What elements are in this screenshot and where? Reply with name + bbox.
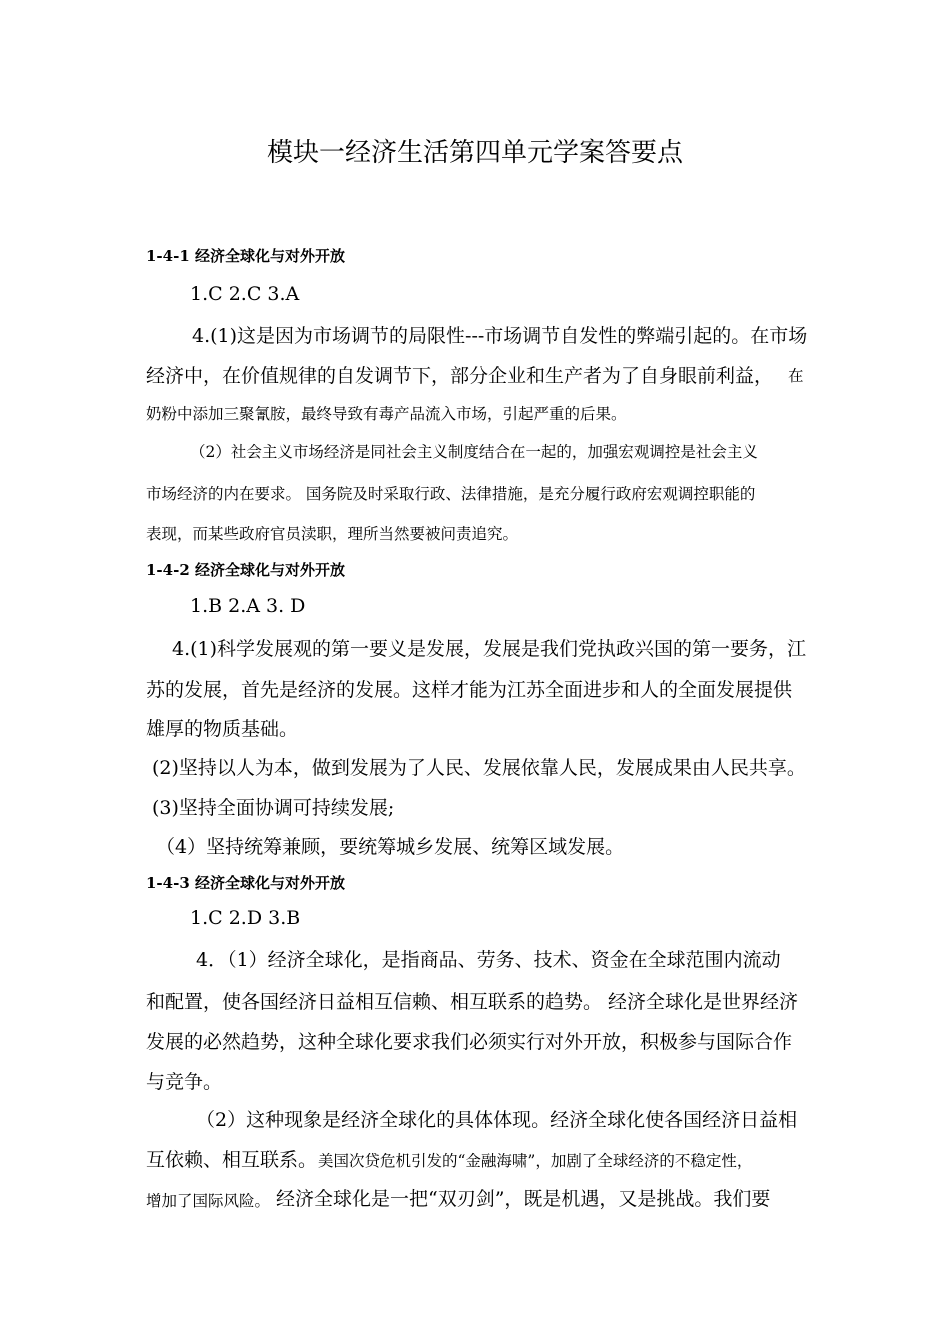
answer-line: （4）坚持统筹兼顾，要统筹城乡发展、统筹区域发展。: [156, 836, 625, 858]
answer-line: （2）社会主义市场经济是同社会主义制度结合在一起的，加强宏观调控是社会主义: [190, 443, 758, 461]
page-title: 模块一经济生活第四单元学案答要点: [266, 138, 683, 168]
answer-line: 1.C 2.C 3.A: [190, 283, 300, 305]
answer-line: 苏的发展，首先是经济的发展。这样才能为江苏全面进步和人的全面发展提供: [146, 679, 793, 701]
answer-line: 发展的必然趋势，这种全球化要求我们必须实行对外开放，积极参与国际合作: [146, 1031, 793, 1053]
answer-line: 4．（1）经济全球化，是指商品、劳务、技术、资金在全球范围内流动: [196, 949, 781, 971]
answer-line: 美国次贷危机引发的“金融海啸”，加剧了全球经济的不稳定性，: [318, 1152, 753, 1170]
answer-line: 经济中，在价值规律的自发调节下，部分企业和生产者为了自身眼前利益，: [146, 365, 774, 387]
answer-line: 4.(1)科学发展观的第一要义是发展，发展是我们党执政兴国的第一要务，江: [172, 638, 807, 660]
answer-line: 在: [788, 367, 804, 385]
answer-line: 市场经济的内在要求。 国务院及时采取行政、法律措施，是充分履行政府宏观调控职能的: [146, 485, 756, 503]
answer-line: 表现，而某些政府官员渎职，理所当然要被问责追究。: [146, 525, 519, 543]
answer-line: 奶粉中添加三聚氰胺，最终导致有毒产品流入市场，引起严重的后果。: [146, 405, 627, 423]
answer-line: 4.(1)这是因为市场调节的局限性---市场调节自发性的弊端引起的。在市场: [192, 325, 808, 347]
answer-line: 1.C 2.D 3.B: [190, 907, 301, 929]
answer-line: 与竞争。: [146, 1071, 223, 1093]
answer-line: 1.B 2.A 3. D: [190, 595, 306, 617]
answer-line: 经济全球化是一把“双刃剑”，既是机遇，又是挑战。我们要: [276, 1188, 771, 1210]
answer-line: (2)坚持以人为本，做到发展为了人民、发展依靠人民，发展成果由人民共享。: [152, 757, 806, 779]
answer-line: 和配置，使各国经济日益相互信赖、相互联系的趋势。 经济全球化是世界经济: [146, 991, 799, 1013]
answer-line: 雄厚的物质基础。: [146, 718, 299, 740]
answer-line: (3)坚持全面协调可持续发展;: [152, 797, 395, 819]
section-heading-1-4-2: 1-4-2 经济全球化与对外开放: [146, 561, 345, 579]
answer-line: 增加了国际风险。: [146, 1192, 271, 1210]
section-heading-1-4-3: 1-4-3 经济全球化与对外开放: [146, 874, 345, 892]
answer-line: 互依赖、相互联系。: [146, 1149, 318, 1171]
section-heading-1-4-1: 1-4-1 经济全球化与对外开放: [146, 247, 345, 265]
answer-line: （2）这种现象是经济全球化的具体体现。经济全球化使各国经济日益相: [196, 1109, 798, 1131]
